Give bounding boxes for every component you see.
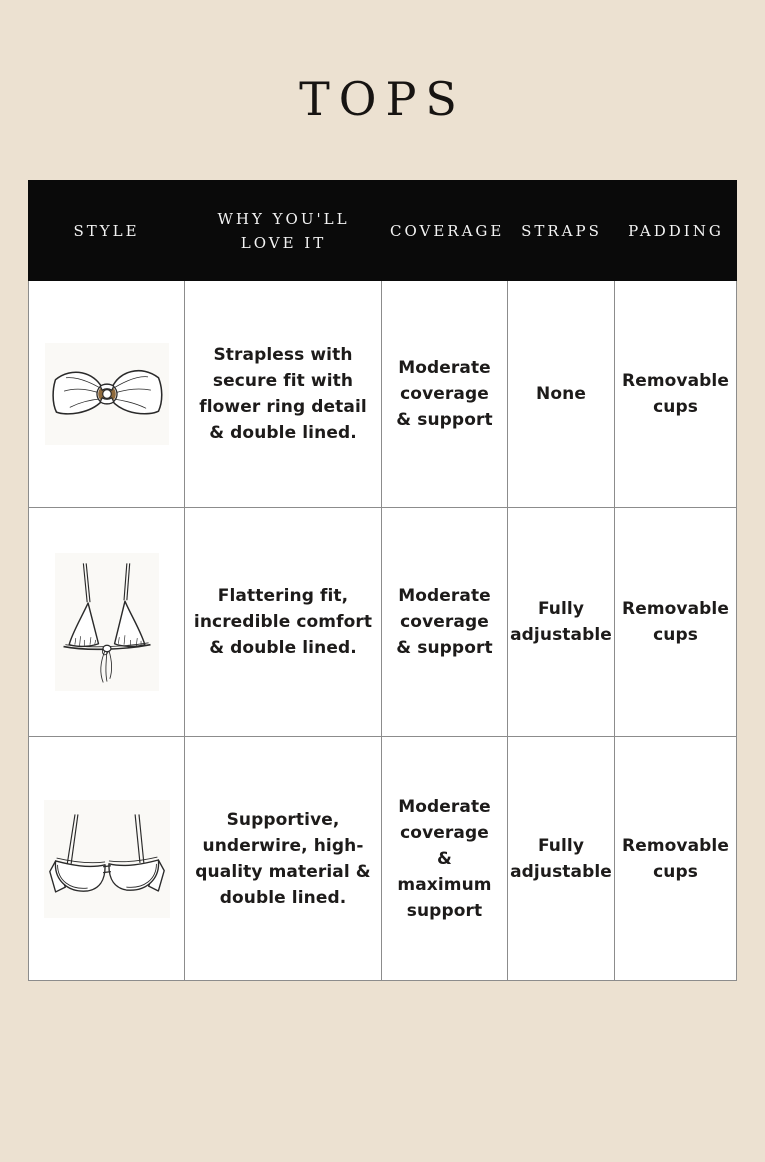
header-cell-why: WHY YOU'LL LOVE IT <box>217 209 350 252</box>
table-row-bandeau <box>29 281 736 508</box>
coverage-cell: Moderate coverage & maximum support <box>382 737 508 980</box>
style-cell <box>29 281 185 507</box>
coverage-cell: Moderate coverage & support <box>382 508 508 736</box>
padding-cell: Removable cups <box>622 371 729 417</box>
table-row-triangle <box>29 508 736 737</box>
straps-cell: None <box>508 281 615 507</box>
why-cell: Flattering fit, incredible comfort & double lined. <box>185 508 382 736</box>
bandeau-ring-top-icon <box>45 343 169 445</box>
bandeau-ring-top-illustration <box>45 343 169 445</box>
coverage-cell: Moderate coverage & support <box>382 281 508 507</box>
table-header-row <box>28 180 737 281</box>
triangle-tie-top-icon <box>55 553 159 691</box>
table-body <box>28 281 737 981</box>
padding-cell: Removable cups <box>622 599 729 645</box>
header-cell-style: STYLE <box>73 221 140 240</box>
why-cell: Supportive, underwire, high-quality material & double lined. <box>185 737 382 980</box>
style-cell <box>29 508 185 736</box>
straps-cell: Fully adjustable <box>508 737 615 980</box>
header-cell-coverage: COVERAGE <box>390 221 505 240</box>
triangle-tie-top-illustration <box>55 553 159 691</box>
table-row-underwire <box>29 737 736 980</box>
header-cell-padding: PADDING <box>628 221 724 240</box>
tops-table <box>28 180 737 981</box>
underwire-top-icon <box>44 800 170 918</box>
underwire-top-illustration <box>44 800 170 918</box>
padding-cell: Removable cups <box>622 835 729 882</box>
why-cell: Strapless with secure fit with flower ring detail & double lined. <box>185 281 382 507</box>
straps-cell: Fully adjustable <box>508 508 615 736</box>
page-title: TOPS <box>299 72 466 126</box>
header-cell-straps: STRAPS <box>521 221 602 240</box>
style-cell <box>29 737 185 980</box>
